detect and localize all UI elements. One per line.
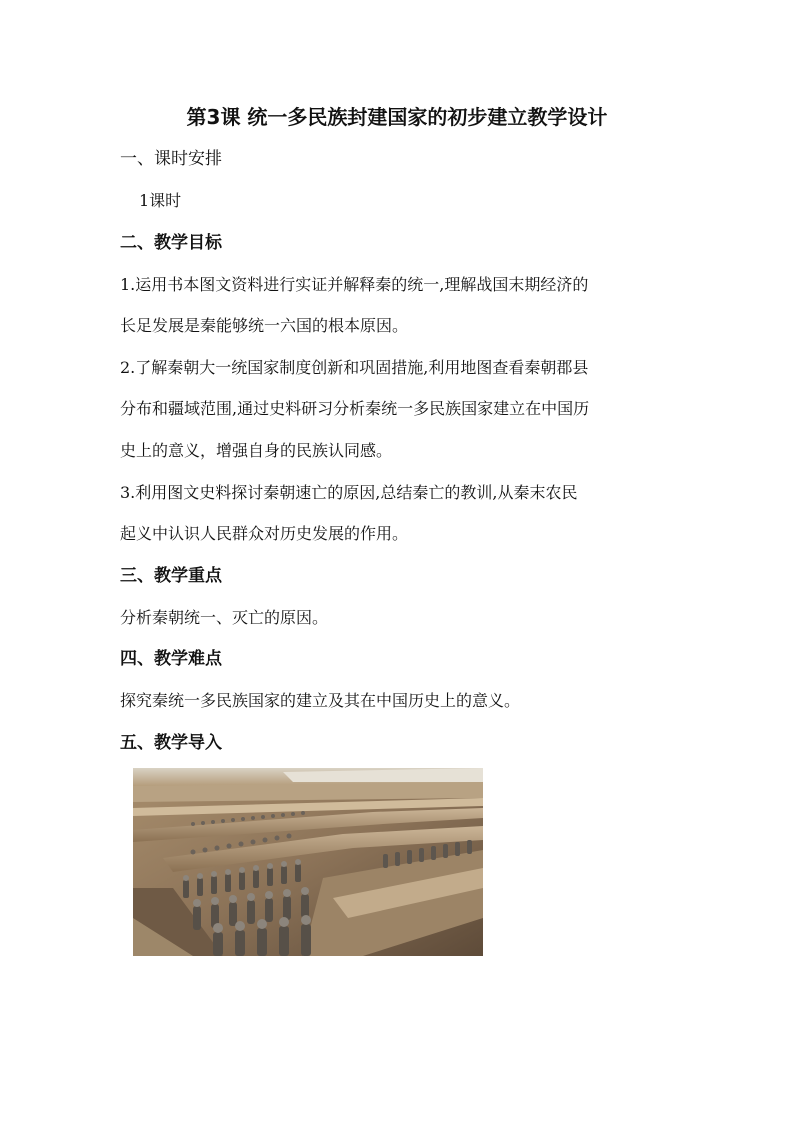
objective-line-4: 分布和疆域范围,通过史料研习分析秦统一多民族国家建立在中国历	[120, 399, 590, 418]
difficulties-text: 探究秦统一多民族国家的建立及其在中国历史上的意义。	[120, 691, 521, 710]
schedule-text: 1课时	[139, 191, 182, 210]
key-points-text: 分析秦朝统一、灭亡的原因。	[120, 608, 329, 627]
section-heading-introduction: 五、教学导入	[120, 733, 222, 753]
objective-line-3: 2.了解秦朝大一统国家制度创新和巩固措施,利用地图查看秦朝郡县	[120, 358, 589, 377]
section-heading-objectives: 二、教学目标	[120, 233, 222, 253]
section-heading-schedule: 一、课时安排	[120, 149, 222, 169]
objective-line-2: 长足发展是秦能够统一六国的根本原因。	[120, 316, 409, 335]
objective-line-5: 史上的意义，增强自身的民族认同感。	[120, 441, 393, 460]
terracotta-warriors-image	[133, 768, 483, 956]
objective-line-7: 起义中认识人民群众对历史发展的作用。	[120, 524, 409, 543]
document-title: 第3课 统一多民族封建国家的初步建立教学设计	[186, 105, 608, 129]
objective-line-6: 3.利用图文史料探讨秦朝速亡的原因,总结秦亡的教训,从秦末农民	[120, 483, 578, 502]
section-heading-key-points: 三、教学重点	[120, 566, 222, 586]
section-heading-difficulties: 四、教学难点	[120, 649, 222, 669]
objective-line-1: 1.运用书本图文资料进行实证并解释秦的统一,理解战国末期经济的	[120, 275, 589, 294]
